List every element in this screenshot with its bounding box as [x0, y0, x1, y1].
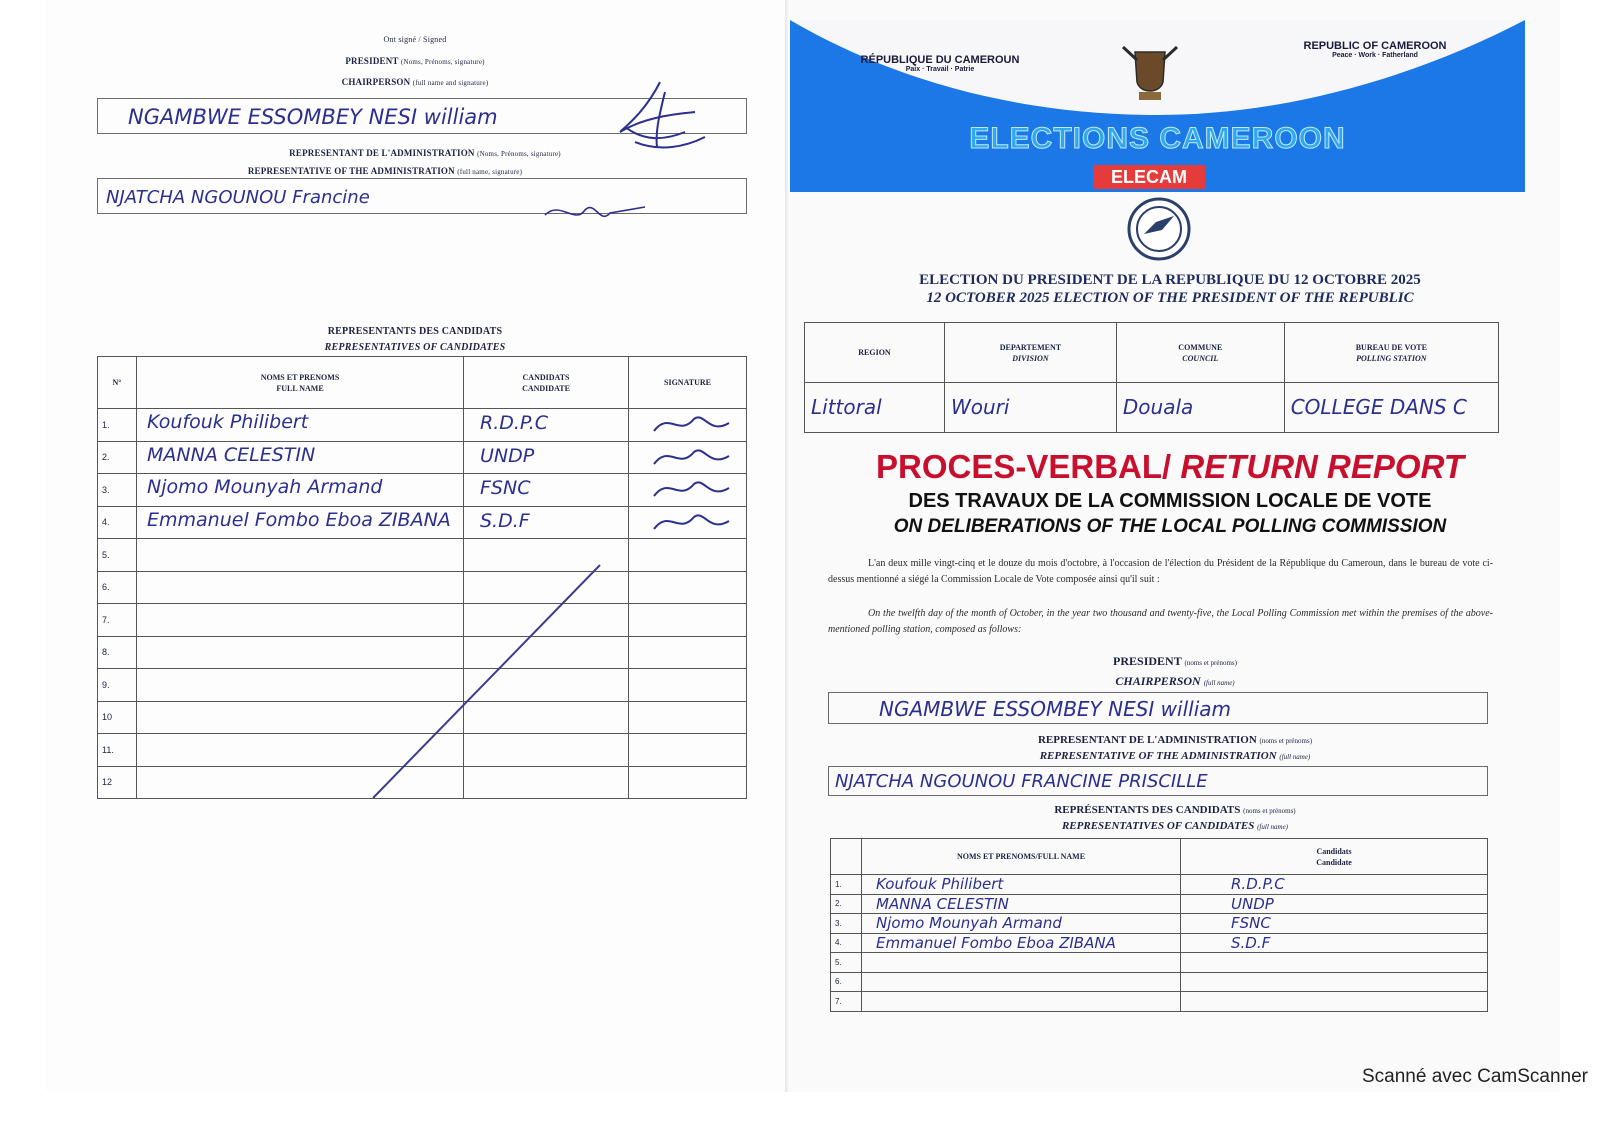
col-no: N°: [98, 357, 137, 409]
row-name: Koufouk Philibert: [876, 875, 1004, 893]
col-name-en: FULL NAME: [276, 383, 324, 393]
r-reps-title-en: [790, 820, 1560, 832]
row-name: MANNA CELESTIN: [876, 894, 1009, 913]
col-candidate-en: CANDIDATE: [522, 383, 570, 393]
row-name-cell: [137, 409, 464, 442]
r-reps-hint-en: (full name): [1257, 823, 1289, 831]
row-number: 1.: [831, 875, 862, 895]
row-name-cell: [862, 992, 1181, 1012]
row-number: 4.: [831, 933, 862, 953]
elecam-seal-icon: [1126, 196, 1192, 262]
row-name: MANNA CELESTIN: [147, 443, 316, 466]
r-reps-title: [790, 804, 1560, 816]
row-candidate-cell: [1181, 894, 1488, 914]
admin-hint-en: (full name, signature): [457, 168, 523, 176]
right-reps-table: [830, 838, 1488, 1012]
table-row: [831, 875, 1488, 895]
admin-label-text: REPRESENTANT DE L'ADMINISTRATION: [289, 148, 475, 158]
table-row: [831, 933, 1488, 953]
location-table: [804, 322, 1499, 433]
row-name: Njomo Mounyah Armand: [147, 476, 383, 498]
row-candidate-cell: [1181, 953, 1488, 973]
row-signature-cell: [629, 539, 747, 572]
col-signature: SIGNATURE: [629, 357, 747, 409]
row-number: 3.: [98, 474, 137, 507]
r-admin-name: NJATCHA NGOUNOU FRANCINE PRISCILLE: [835, 771, 1208, 792]
table-row: [98, 474, 747, 507]
country-fr-text: RÉPUBLIQUE DU CAMEROUN: [860, 54, 1020, 66]
row-name-cell: [137, 474, 464, 507]
left-reps-header: [98, 357, 747, 409]
president-hint: (Noms, Prénoms, signature): [400, 58, 485, 66]
row-name-cell: [137, 506, 464, 539]
row-number: 7.: [831, 992, 862, 1012]
r-col-candidate-en: Candidate: [1316, 857, 1352, 867]
loc-header-en: DIVISION: [1012, 353, 1049, 363]
country-fr: [840, 54, 1040, 73]
location-value-cell: [1116, 383, 1284, 433]
row-signature-cell: [629, 636, 747, 669]
location-value-cell: [805, 383, 945, 433]
admin-name: NJATCHA NGOUNOU Francine: [106, 187, 370, 208]
right-page: [790, 0, 1560, 1092]
row-candidate-cell: [464, 409, 629, 442]
row-name: Njomo Mounyah Armand: [876, 914, 1062, 932]
reps-title: REPRESENTANTS DES CANDIDATS: [327, 326, 503, 337]
country-en: [1280, 40, 1470, 59]
row-candidate-cell: [1181, 914, 1488, 934]
row-signature: [649, 507, 739, 537]
row-candidate-cell: [1181, 875, 1488, 895]
location-value: Littoral: [811, 395, 882, 419]
loc-header-en: POLLING STATION: [1356, 353, 1427, 363]
president-name: NGAMBWE ESSOMBEY NESI william: [128, 105, 498, 129]
row-name-cell: [862, 933, 1181, 953]
table-row: [831, 914, 1488, 934]
location-value: COLLEGE DANS C: [1290, 395, 1467, 419]
reps-title-en: REPRESENTATIVES OF CANDIDATES: [324, 342, 506, 353]
row-candidate: FSNC: [1231, 914, 1271, 932]
row-number: 8.: [98, 636, 137, 669]
row-number: 1.: [98, 409, 137, 442]
motto-fr: Paix · Travail · Patrie: [905, 66, 975, 73]
row-signature: [649, 474, 739, 504]
elecam-banner: [790, 20, 1525, 192]
row-candidate-cell: [1181, 972, 1488, 992]
row-candidate-cell: [1181, 992, 1488, 1012]
r-president-hint: (noms et prénoms): [1184, 659, 1237, 667]
row-name: Emmanuel Fombo Eboa ZIBANA: [147, 508, 451, 531]
row-number: 5.: [831, 953, 862, 973]
r-admin-label-en: [790, 750, 1560, 762]
r-col-candidate-fr: Candidats: [1316, 846, 1352, 856]
row-number: 4.: [98, 506, 137, 539]
election-title-en: 12 OCTOBER 2025 ELECTION OF THE PRESIDENT OF THE REPUBLIC: [926, 290, 1414, 306]
row-number: 12: [98, 766, 137, 799]
row-number: 3.: [831, 914, 862, 934]
row-number: 6.: [98, 571, 137, 604]
row-signature-cell: [629, 409, 747, 442]
r-president-label: [790, 654, 1560, 669]
row-candidate: UNDP: [480, 444, 535, 467]
scanner-watermark: Scanné avec CamScanner: [1361, 1066, 1588, 1087]
location-header-row: [805, 323, 1499, 383]
row-name-cell: [862, 953, 1181, 973]
r-chairperson-hint: (full name): [1203, 679, 1235, 687]
org-name: ELECTIONS CAMEROON: [969, 122, 1346, 155]
row-candidate: S.D.F: [1231, 933, 1271, 952]
loc-header-fr: DEPARTEMENT: [999, 342, 1062, 352]
loc-header-fr: REGION: [858, 348, 891, 357]
row-number: 10: [98, 701, 137, 734]
table-row: [831, 894, 1488, 914]
table-row: [98, 441, 747, 474]
row-candidate-cell: [464, 506, 629, 539]
president-label-text: PRESIDENT: [345, 56, 399, 66]
row-candidate: S.D.F: [480, 509, 530, 532]
col-candidate: [464, 357, 629, 409]
row-number: 5.: [98, 539, 137, 572]
r-admin-label-en-text: REPRESENTATIVE OF THE ADMINISTRATION: [1039, 750, 1277, 762]
row-candidate: FSNC: [480, 477, 531, 499]
paragraph-en: On the twelfth day of the month of October, in the year two thousand and twenty-five, the Local Polling Commission met within the premises of the above-mentioned polling station, composed as follows:: [828, 608, 1493, 635]
country-en-text: REPUBLIC OF CAMEROON: [1303, 40, 1447, 52]
location-header-3: [1284, 323, 1498, 383]
left-page: [45, 0, 785, 1092]
table-row: [831, 972, 1488, 992]
row-name-cell: [137, 441, 464, 474]
strike-through-line: [365, 560, 605, 805]
chairperson-hint: (full name and signature): [412, 79, 489, 87]
table-row: [831, 953, 1488, 973]
row-signature-cell: [629, 669, 747, 702]
r-reps-title-text: REPRÉSENTANTS DES CANDIDATS: [1054, 804, 1241, 816]
r-chairperson-label: [790, 674, 1560, 689]
row-candidate: R.D.P.C: [1231, 875, 1285, 893]
report-title: [790, 448, 1550, 486]
row-number: 9.: [98, 669, 137, 702]
r-president-name: NGAMBWE ESSOMBEY NESI william: [879, 697, 1232, 721]
row-number: 2.: [831, 894, 862, 914]
r-president-name-box: [828, 692, 1488, 724]
row-signature-cell: [629, 441, 747, 474]
r-president-label-text: PRESIDENT: [1113, 654, 1182, 668]
loc-header-fr: BUREAU DE VOTE: [1355, 342, 1427, 352]
admin-label-en: [135, 166, 635, 176]
row-signature-cell: [629, 571, 747, 604]
loc-header-fr: COMMUNE: [1178, 342, 1223, 352]
r-admin-label-text: REPRESENTANT DE L'ADMINISTRATION: [1037, 734, 1257, 746]
report-subtitle-fr: DES TRAVAUX DE LA COMMISSION LOCALE DE VOTE: [908, 490, 1432, 512]
row-signature-cell: [629, 766, 747, 799]
table-row: [831, 992, 1488, 1012]
chairperson-label: [225, 77, 605, 87]
report-title-en: RETURN REPORT: [1171, 448, 1464, 485]
row-name-cell: [862, 972, 1181, 992]
location-values-row: [805, 383, 1499, 433]
admin-hint: (Noms, Prénoms, signature): [477, 150, 561, 158]
admin-label: [175, 148, 675, 158]
row-name-cell: [862, 914, 1181, 934]
r-col-candidate: [1181, 839, 1488, 875]
paragraph-fr: L'an deux mille vingt-cinq et le douze du mois d'octobre, à l'occasion de l'élection du Président de la République du Cameroun, dans le bureau de vote ci-dessus mentionné a siégé la Commission Locale de Vote composée ainsi qu'il suit :: [828, 558, 1493, 585]
coat-of-arms-icon: [1115, 42, 1185, 107]
admin-label-en-text: REPRESENTATIVE OF THE ADMINISTRATION: [247, 166, 455, 176]
chairperson-label-text: CHAIRPERSON: [341, 77, 411, 87]
row-name-cell: [862, 894, 1181, 914]
r-col-no: [831, 839, 862, 875]
col-name-fr: NOMS ET PRENOMS: [260, 372, 340, 382]
r-admin-hint: (noms et prénoms): [1259, 737, 1313, 745]
r-admin-label: [790, 734, 1560, 746]
row-signature: [649, 409, 739, 439]
row-signature-cell: [629, 506, 747, 539]
motto-en: Peace · Work · Fatherland: [1332, 52, 1418, 59]
r-chairperson-label-text: CHAIRPERSON: [1115, 674, 1201, 688]
signed-label: Ont signé / Signed: [383, 35, 447, 44]
table-row: [98, 506, 747, 539]
loc-header-en: COUNCIL: [1182, 353, 1219, 363]
location-header-2: [1116, 323, 1284, 383]
row-signature-cell: [629, 604, 747, 637]
location-header-0: [805, 323, 945, 383]
row-number: 11.: [98, 734, 137, 767]
row-signature-cell: [629, 474, 747, 507]
location-value: Wouri: [950, 395, 1010, 419]
row-candidate: UNDP: [1231, 894, 1274, 913]
report-title-fr: PROCES-VERBAL/: [876, 448, 1172, 485]
right-reps-header: [831, 839, 1488, 875]
row-number: 6.: [831, 972, 862, 992]
location-value: Douala: [1122, 395, 1194, 419]
election-title-fr: ELECTION DU PRESIDENT DE LA REPUBLIQUE DU 12 OCTOBRE 2025: [919, 272, 1421, 288]
report-subtitle-en: ON DELIBERATIONS OF THE LOCAL POLLING COMMISSION: [893, 516, 1447, 537]
row-name: Koufouk Philibert: [147, 411, 309, 433]
col-candidate-fr: CANDIDATS: [522, 372, 570, 382]
row-signature-cell: [629, 701, 747, 734]
row-number: 7.: [98, 604, 137, 637]
r-reps-hint: (noms et prénoms): [1243, 807, 1296, 815]
location-value-cell: [944, 383, 1116, 433]
row-candidate-cell: [1181, 933, 1488, 953]
row-number: 2.: [98, 441, 137, 474]
row-name-cell: [862, 875, 1181, 895]
col-name: [137, 357, 464, 409]
row-candidate-cell: [464, 441, 629, 474]
row-name: Emmanuel Fombo Eboa ZIBANA: [876, 933, 1116, 952]
row-candidate-cell: [464, 474, 629, 507]
row-signature: [649, 442, 739, 472]
location-header-1: [944, 323, 1116, 383]
admin-signature: [540, 195, 650, 230]
table-row: [98, 409, 747, 442]
r-col-name: NOMS ET PRENOMS/FULL NAME: [862, 839, 1181, 875]
row-signature-cell: [629, 734, 747, 767]
r-admin-hint-en: (full name): [1279, 753, 1311, 761]
org-short: ELECAM: [1093, 165, 1205, 189]
row-candidate: R.D.P.C: [480, 412, 549, 434]
r-reps-title-en-text: REPRESENTATIVES OF CANDIDATES: [1061, 820, 1255, 832]
r-admin-name-box: [828, 766, 1488, 796]
location-value-cell: [1284, 383, 1498, 433]
president-label: [225, 56, 605, 66]
